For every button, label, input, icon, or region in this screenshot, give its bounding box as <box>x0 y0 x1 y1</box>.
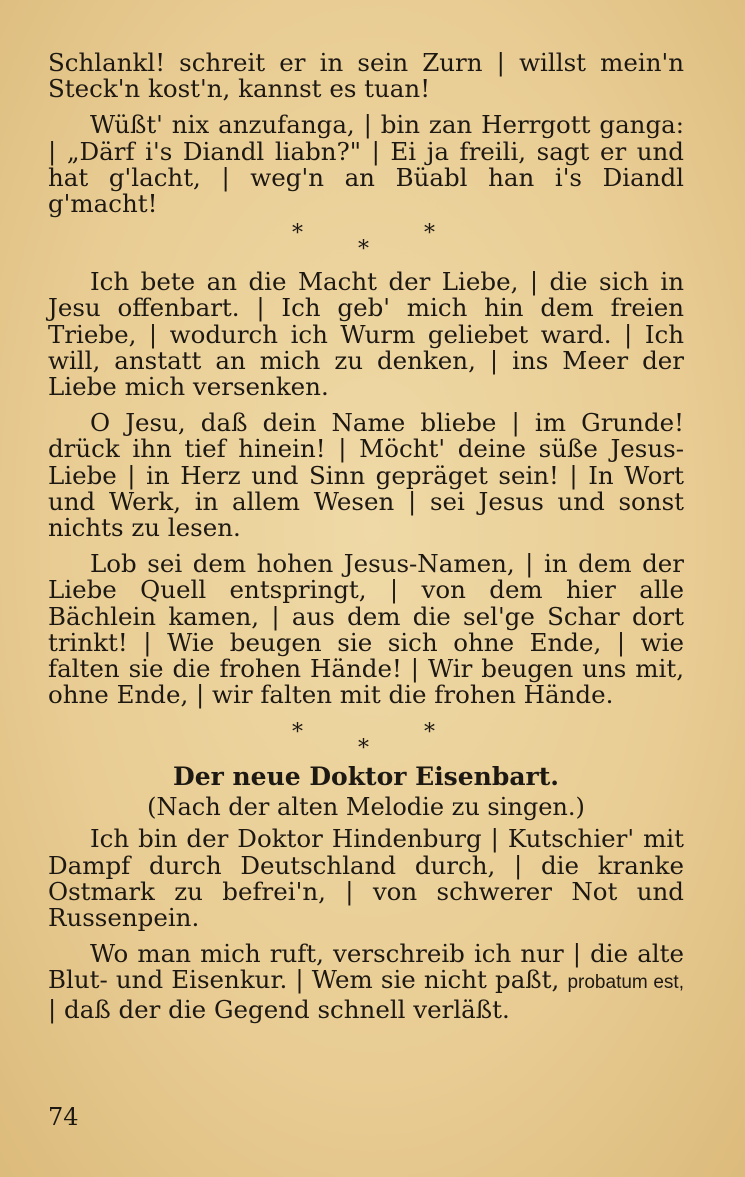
paragraph: Schlankl! schreit er in sein Zurn | willst mein'n Steck'n kost'n, kannst es tuan! <box>48 48 684 104</box>
hymn-verse: Lob sei dem hohen Jesus-Namen, | in dem der Liebe Quell entspringt, | von dem hier alle Bächlein kamen, | aus dem die sel'ge Schar dort trinkt! | Wie beugen sie sich ohne Ende, | wie falten sie die frohen Hände! | Wir beugen uns mit, ohne Ende, | wir falten mit die frohen Hände. <box>48 549 684 710</box>
asterisk: * <box>424 720 435 746</box>
asterisk: * <box>358 237 369 263</box>
song-title: Der neue Doktor Eisenbart. <box>173 762 559 792</box>
section-separator <box>48 217 684 263</box>
verse-text: Wo man mich ruft, verschreib ich nur | die alte Blut- und Eisenkur. | Wem sie nicht paßt, <box>48 939 684 995</box>
paragraph: Wüßt' nix anzufanga, | bin zan Herrgott ganga: | „Därf i's Diandl liabn?" | Ei ja freili, sagt er und hat g'lacht, | weg'n an Büabl han i's Diandl g'macht! <box>48 110 684 219</box>
asterisk: * <box>424 221 435 247</box>
page-number: 74 <box>48 1103 79 1131</box>
song-verse: Ich bin der Doktor Hindenburg | Kutschier' mit Dampf durch Deutschland durch, | die kranke Ostmark zu befrei'n, | von schwerer Not und Russenpein. <box>48 824 684 933</box>
asterisk: * <box>292 720 303 746</box>
asterisk: * <box>358 736 369 762</box>
latin-phrase: probatum est, <box>567 972 684 994</box>
asterisk: * <box>292 221 303 247</box>
hymn-verse: O Jesu, daß dein Name bliebe | im Grunde! drück ihn tief hinein! | Möcht' deine süße Jesus-Liebe | in Herz und Sinn gepräget sein! | In Wort und Werk, in allem Wesen | sei Jesus und sonst nichts zu lesen. <box>48 408 684 543</box>
section-separator <box>48 716 684 762</box>
song-subtitle: (Nach der alten Melodie zu singen.) <box>147 793 585 822</box>
verse-text: | daß der die Gegend schnell verläßt. <box>48 994 510 1024</box>
page-content <box>48 50 684 1023</box>
hymn-verse: Ich bete an die Macht der Liebe, | die sich in Jesu offenbart. | Ich geb' mich hin dem freien Triebe, | wodurch ich Wurm geliebet ward. | Ich will, anstatt an mich zu denken, | ins Meer der Liebe mich versenken. <box>48 267 684 402</box>
song-verse <box>48 941 684 1023</box>
